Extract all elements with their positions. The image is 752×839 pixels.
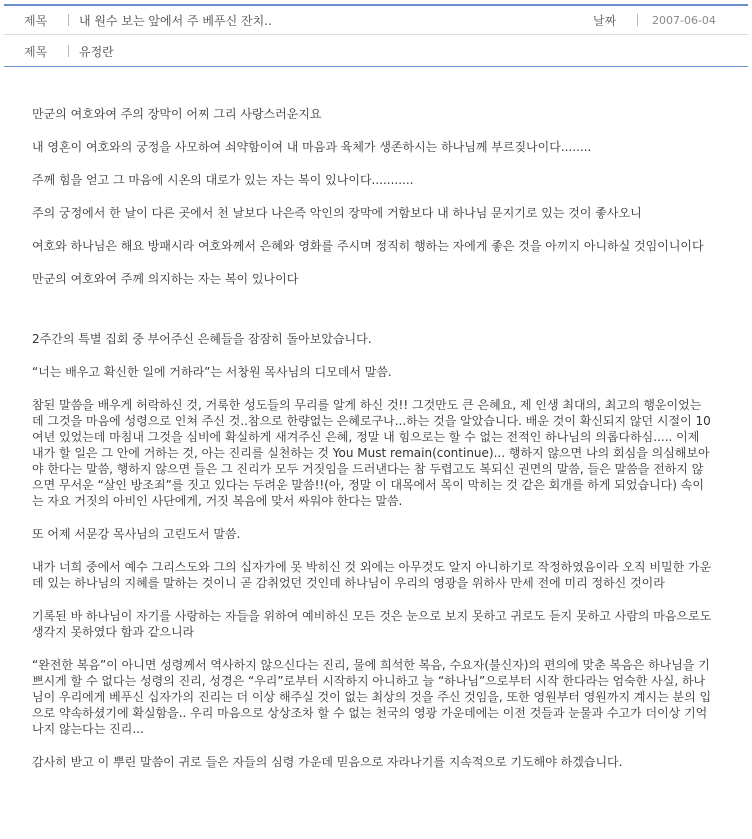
body-paragraph: “너는 배우고 확신한 일에 거하라”는 서창원 목사님의 디모데서 말씀.: [32, 365, 392, 379]
body-paragraph: 기록된 바 하나님이 자기를 사랑하는 자들을 위하여 예비하신 모든 것은 눈으로 보지 못하고 귀로도 듣지 못하고 사람의 마음으로도 생각지 못하였다 함과 같으니라: [32, 609, 716, 639]
body-paragraph: 내가 너희 중에서 예수 그리스도와 그의 십자가에 못 박히신 것 외에는 아무것도 알지 아니하기로 작정하였음이라 오직 비밀한 가운데 있는 하나님의 지혜를 말하는 것이니 곧 감취었던 것인데 하나님이 우리의 영광을 위하사 만세 전에 미리 정하신 것이라: [32, 560, 712, 590]
title-row: [4, 6, 748, 35]
author-label: 제목: [24, 44, 48, 59]
date-label: 날짜: [593, 13, 617, 28]
body-paragraph: 감사히 받고 이 뿌린 말씀이 귀로 들은 자들의 심령 가운데 믿음으로 자라나기를 지속적으로 기도해야 하겠습니다.: [32, 755, 623, 769]
body-paragraph: 참된 말씀을 배우게 허락하신 것, 거룩한 성도들의 무리를 알게 하신 것!! 그것만도 큰 은혜요, 제 인생 최대의, 최고의 행운이었는데 그것을 마음에 성령으로 인쳐 주신 것..참으로 한량없는 은혜로구나...하는 것을 알았습니다. 배운 것이 확신되지 않던 시절이 10여년 있었는데 마침내 그것을 심비에 확실하게 새겨주신 은혜, 정말 내 힘으로는 할 수 없는 전적인 하나님의 의롭다하심..... 이제 내가 할 일은 그 안에 거하는 것, 아는 진리를 실천하는 것 You Must remain(continue)... 행하지 않으면 나의 회심을 의심해보아야 한다는 말씀, 행하지 않으면 들은 그 진리가 모두 거짓임을 드러낸다는 참 두렵고도 복되신 권면의 말씀, 들은 말씀을 전하지 않으면 무서운 “살인 방조죄”를 짓고 있다는 두려운 말씀!!(아, 정말 이 대목에서 목이 막히는 것 같은 회개를 하게 되었습니다) 속이는 자요 거짓의 아비인 사단에게, 거짓 복음에 맞서 싸워야 한다는 말씀.: [32, 398, 711, 508]
post-title: 내 원수 보는 앞에서 주 베푸신 잔치..: [79, 13, 272, 28]
title-label: 제목: [24, 13, 48, 28]
body-paragraph: 2주간의 특별 집회 중 부어주신 은혜들을 잠잠히 돌아보았습니다.: [32, 332, 372, 346]
author-row: [4, 37, 748, 65]
post-body: [32, 106, 716, 787]
body-paragraph: 또 어제 서문강 목사님의 고린도서 말씀.: [32, 527, 241, 541]
body-paragraph: 주께 힘을 얻고 그 마음에 시온의 대로가 있는 자는 복이 있나이다...........: [32, 173, 414, 187]
author-separator: [68, 45, 69, 57]
title-separator: [68, 14, 69, 26]
post-author: 유정란: [79, 44, 114, 59]
body-paragraph: 만군의 여호와여 주의 장막이 어찌 그리 사랑스러운지요: [32, 107, 322, 121]
date-separator: [637, 14, 638, 26]
post-date: 2007-06-04: [652, 13, 716, 27]
body-paragraph: 내 영혼이 여호와의 궁정을 사모하여 쇠약함이여 내 마음과 육체가 생존하시는 하나님께 부르짖나이다........: [32, 140, 592, 154]
body-paragraph: 만군의 여호와여 주께 의지하는 자는 복이 있나이다: [32, 272, 299, 286]
body-paragraph: “완전한 복음”이 아니면 성령께서 역사하지 않으신다는 진리, 물에 희석한 복음, 수요자(불신자)의 편의에 맞춘 복음은 하나님을 기쁘시게 할 수 없다는 성령의 진리, 성경은 “우리”로부터 시작하지 아니하고 늘 “하나님”으로부터 시작 한다라는 엄숙한 사실, 하나님이 우리에게 베푸신 십자가의 진리는 더 이상 해주실 것이 없는 최상의 것을 주신 것임을, 또한 영원부터 영원까지 계시는 분의 입으로 약속하셨기에 확실함을.. 우리 마음으로 상상조차 할 수 없는 천국의 영광 가운데에는 이전 것들과 눈물과 수고가 더이상 기억나지 않는다는 진리...: [32, 658, 712, 736]
header-bottom-border: [4, 66, 748, 67]
body-paragraph: 여호와 하나님은 해요 방패시라 여호와께서 은혜와 영화를 주시며 정직히 행하는 자에게 좋은 것을 아끼지 아니하실 것임이니이다: [32, 239, 704, 253]
body-paragraph: 주의 궁정에서 한 날이 다른 곳에서 천 날보다 나은즉 악인의 장막에 거함보다 내 하나님 문지기로 있는 것이 좋사오니: [32, 206, 642, 220]
